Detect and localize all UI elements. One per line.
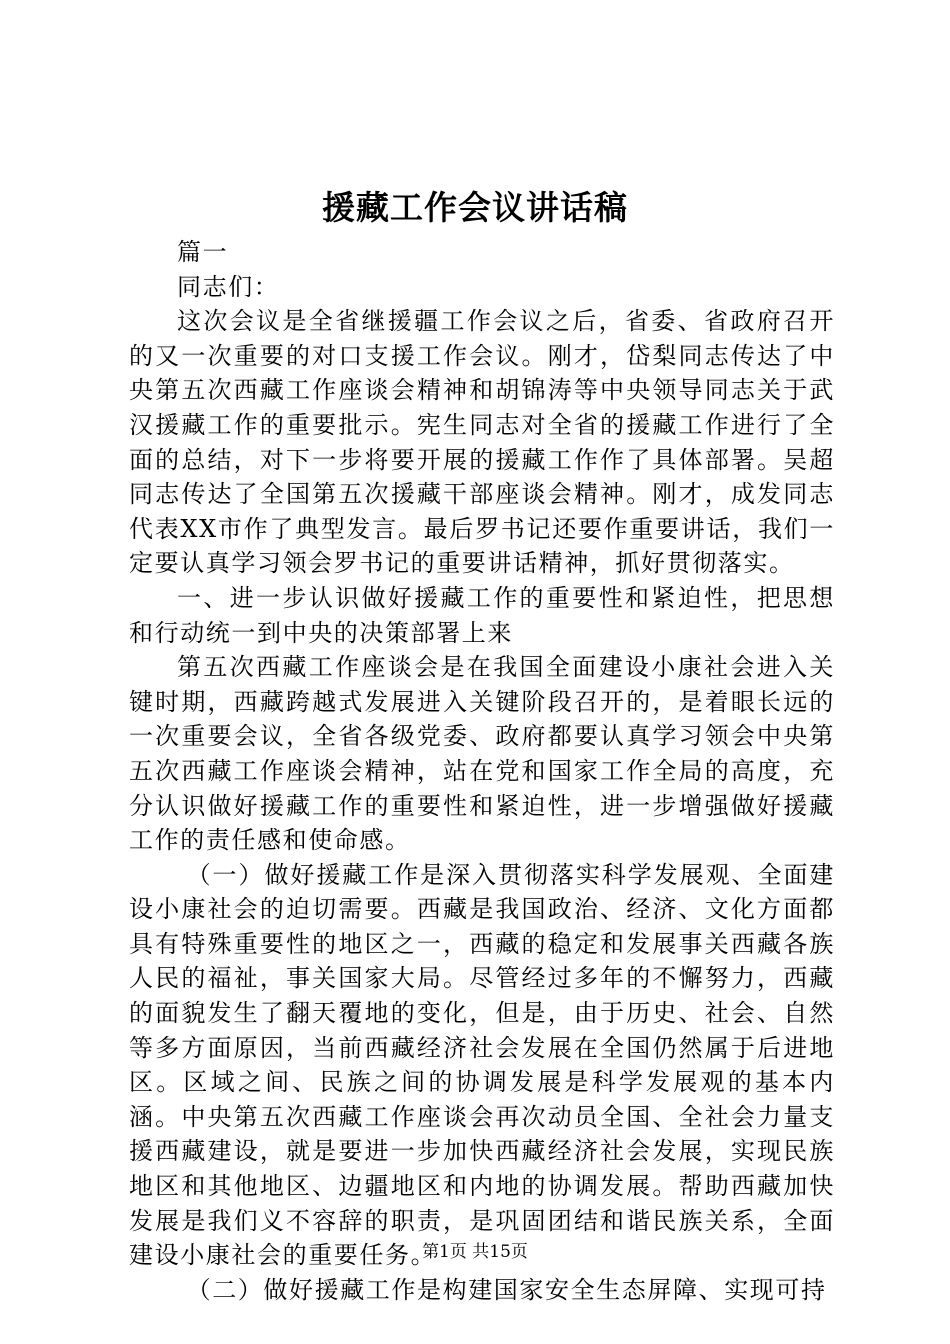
subheading-1: （一）做好援藏工作是深入贯彻落实科学发展观、全面建设小康社会的迫切需要。西藏是我国政治、经济、文化方面都具有特殊重要性的地区之一，西藏的稳定和发展事关西藏各族人民的福祉，事关国家大局。尽管经过多年的不懈努力，西藏的面貌发生了翻天覆地的变化，但是，由于历史、社会、自然等多方面原因，当前西藏经济社会发展在全国仍然属于后进地区。区域之间、民族之间的协调发展是科学发展观的基本内涵。中央第五次西藏工作座谈会再次动员全国、全社会力量支援西藏建设，就是要进一步加快西藏经济社会发展，实现民族地区和其他地区、边疆地区和内地的协调发展。帮助西藏加快发展是我们义不容辞的职责，是巩固团结和谐民族关系，全面建设小康社会的重要任务。 xyxy=(129,860,835,1270)
heading-section-1: 一、进一步认识做好援藏工作的重要性和紧迫性，把思想和行动统一到中央的决策部署上来 xyxy=(129,583,835,647)
document-body xyxy=(129,235,835,1307)
paragraph-1: 这次会议是全省继援疆工作会议之后，省委、省政府召开的又一次重要的对口支援工作会议。刚才，岱梨同志传达了中央第五次西藏工作座谈会精神和胡锦涛等中央领导同志关于武汉援藏工作的重要批示。宪生同志对全省的援藏工作进行了全面的总结，对下一步将要开展的援藏工作作了具体部署。吴超同志传达了全国第五次援藏干部座谈会精神。刚才，成发同志代表XX市作了典型发言。最后罗书记还要作重要讲话，我们一定要认真学习领会罗书记的重要讲话精神，抓好贯彻落实。 xyxy=(129,307,835,578)
section-label: 篇一 xyxy=(177,238,229,266)
document-title: 援藏工作会议讲话稿 xyxy=(322,188,628,227)
page-footer: 第1页 共15页 xyxy=(422,1242,528,1262)
paragraph-2: 第五次西藏工作座谈会是在我国全面建设小康社会进入关键时期，西藏跨越式发展进入关键阶段召开的，是着眼长远的一次重要会议，全省各级党委、政府都要认真学习领会中央第五次西藏工作座谈会精神，站在党和国家工作全局的高度，充分认识做好援藏工作的重要性和紧迫性，进一步增强做好援藏工作的责任感和使命感。 xyxy=(129,653,835,855)
subheading-2: （二）做好援藏工作是构建国家安全生态屏障、实现可持 xyxy=(186,1275,827,1304)
salutation: 同志们： xyxy=(177,272,280,301)
